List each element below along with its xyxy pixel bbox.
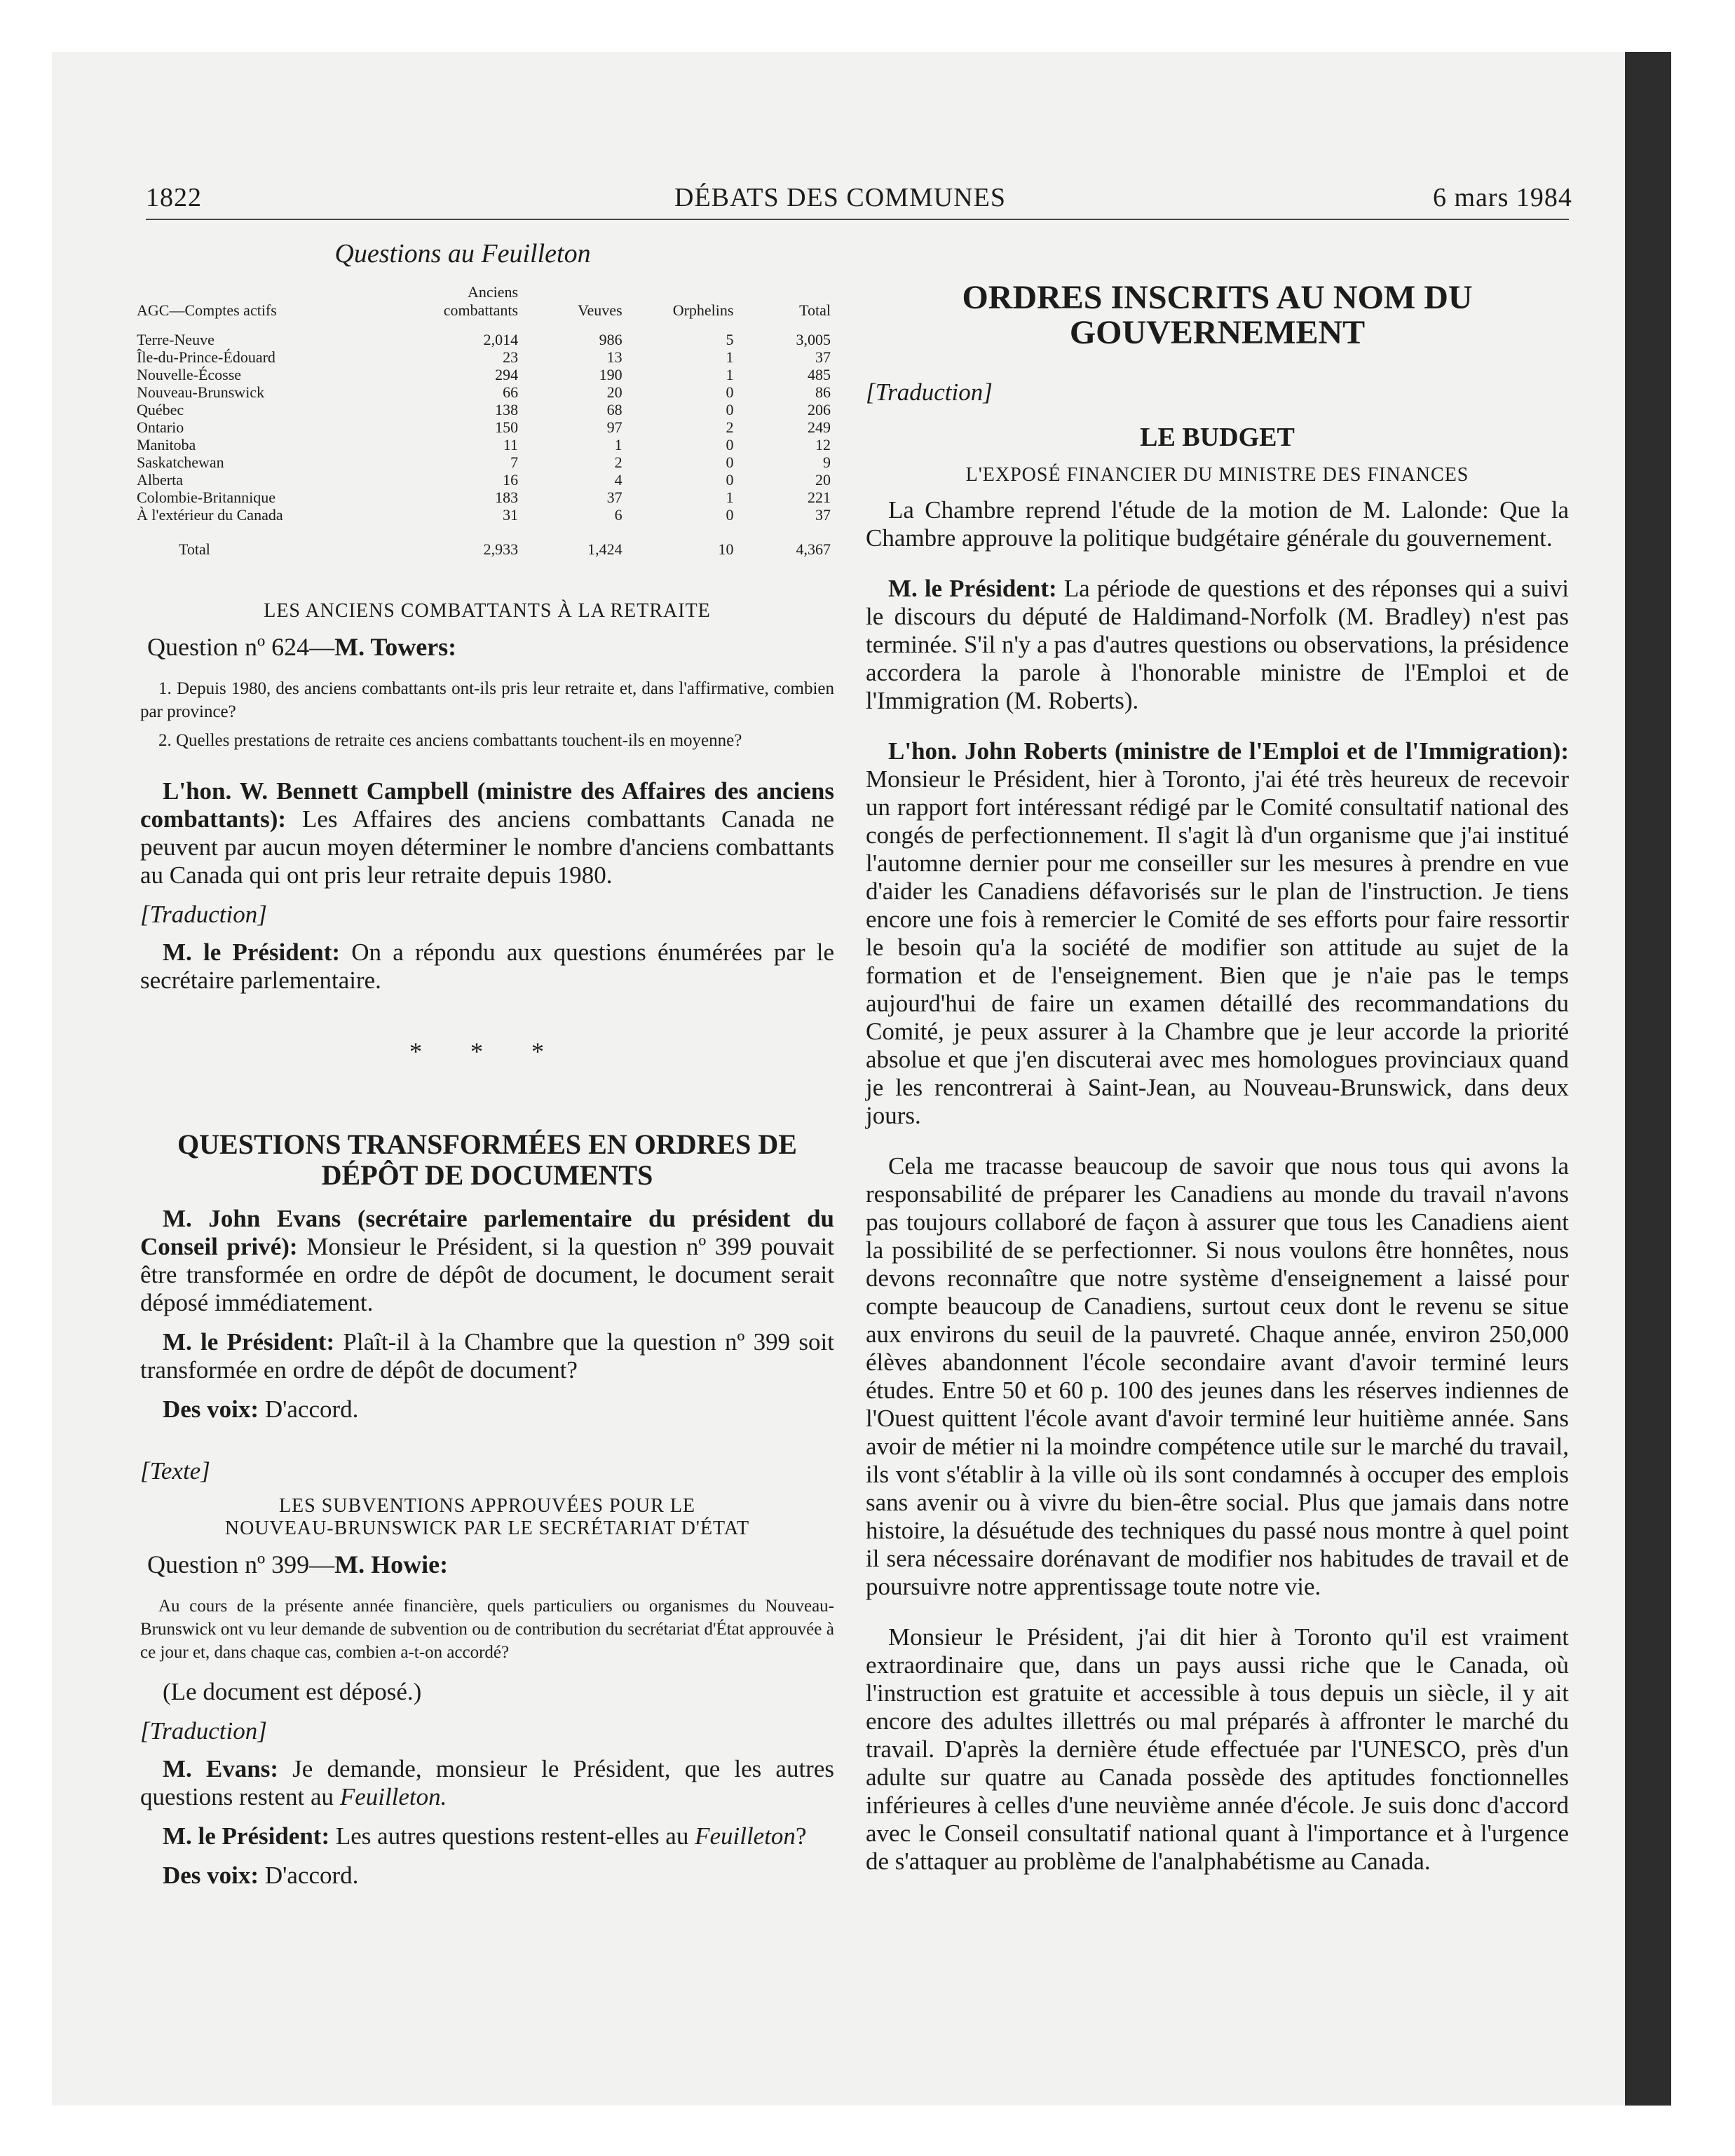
total-cell: 2,933 xyxy=(483,540,519,558)
section-heading: NOUVEAU-BRUNSWICK PAR LE SECRÉTARIAT D'ÉTAT xyxy=(224,1517,750,1539)
roberts-speech xyxy=(866,737,1569,1130)
table-cell: 0 xyxy=(726,471,734,489)
body-paragraph: Cela me tracasse beaucoup de savoir que nous tous qui avons la responsabilité de préparer les Canadiens au monde du travail n'avons pas toujours collaboré de façon à assurer que tous les Canadiens aient la possibilité de se perfectionner. Si nous voulons être honnêtes, nous devons reconnaître que notre système d'enseignement a laissé pour compte beaucoup de Canadiens, surtout ceux dont le revenu se situe aux environs du seuil de la pauvreté. Chaque année, environ 250,000 élèves abandonnent l'école secondaire avant d'avoir terminé leurs études. Entre 50 et 60 p. 100 des jeunes dans les réserves indiennes de l'Ouest quittent l'école avant d'avoir terminé leur huitième année. Sans avoir de métier ni la moindre compétence utile sur le marché du travail, ils vont s'établir à la ville où ils sont condamnés à occuper des emplois sans avenir ou à vivre du bien-être social. Plus que jamais dans notre histoire, la désuétude des techniques du passé nous montre à quel point il sera nécessaire dorénavant de modifier nos habitudes de travail et de poursuivre notre apprentissage toute notre vie. xyxy=(866,1152,1569,1600)
speaker: Des voix: xyxy=(163,1862,259,1889)
total-label: Total xyxy=(179,540,210,558)
table-cell: 1 xyxy=(614,436,622,453)
table-cell: 986 xyxy=(599,331,622,348)
speaker: M. le Président: xyxy=(163,1822,330,1850)
speaker: M. le Président: xyxy=(163,1328,335,1356)
scan-edge-shadow xyxy=(1625,52,1671,2106)
traduction-tag: [Traduction] xyxy=(140,1717,267,1745)
voices-reply xyxy=(140,1396,834,1424)
table-cell: 0 xyxy=(726,453,734,471)
row-label: Nouvelle-Écosse xyxy=(137,366,242,383)
evans-request xyxy=(140,1755,834,1811)
table-cell: 0 xyxy=(726,436,734,453)
table-cell: 31 xyxy=(503,506,519,524)
left-column xyxy=(137,231,834,1901)
table-cell: 183 xyxy=(495,489,519,506)
orders-title: ORDRES INSCRITS AU NOM DU GOUVERNEMENT xyxy=(962,279,1473,351)
president-statement xyxy=(140,939,834,995)
speech-text-italic: Feuilleton xyxy=(695,1822,796,1850)
table-cell: 1 xyxy=(726,366,734,383)
speech-text: ? xyxy=(795,1822,807,1850)
table-cell: 7 xyxy=(510,453,519,471)
speech-text-italic: Feuilleton. xyxy=(339,1783,447,1810)
question-number: Question nº 399— xyxy=(147,1550,335,1578)
speaker: Des voix: xyxy=(163,1396,259,1423)
president-statement xyxy=(140,1822,834,1850)
table-cell: 2 xyxy=(726,418,734,436)
body-paragraph: Monsieur le Président, j'ai dit hier à Toronto qu'il est vraiment extraordinaire que, dans un pays aussi riche que le Canada, où l'instruction est gratuite et accessible à tous depuis un siècle, il y ait encore des adultes illettrés ou mal préparés à affronter le marché du travail. D'après la dernière étude effectuée par l'UNESCO, près d'un adulte sur quatre au Canada possède des aptitudes fonctionnelles inférieures à celles d'une neuvième année d'école. Je suis donc d'accord avec le Conseil consultatif national quant à l'importance et à l'urgence de s'attaquer au problème de l'analphabétisme au Canada. xyxy=(866,1623,1569,1875)
question-624-line xyxy=(147,632,834,662)
section-heading: LES SUBVENTIONS APPROUVÉES POUR LE xyxy=(278,1495,696,1517)
table-cell: 190 xyxy=(599,366,622,383)
column-header: Orphelins xyxy=(672,301,734,319)
row-label: Colombie-Britannique xyxy=(137,489,275,506)
table-cell: 138 xyxy=(495,401,519,418)
table-row xyxy=(137,489,838,506)
table-cell: 97 xyxy=(606,418,622,436)
speech-text: Les Affaires des anciens combattants Canada ne peuvent par aucun moyen déterminer le nombre d'anciens combattants au Canada qui ont pris leur retraite depuis 1980. xyxy=(140,805,834,889)
table-cell: 37 xyxy=(606,489,622,506)
traduction-tag: [Traduction] xyxy=(866,378,993,406)
table-cell: 294 xyxy=(495,366,519,383)
table-cell: 37 xyxy=(815,506,831,524)
table-row xyxy=(137,401,838,418)
speech-text: D'accord. xyxy=(259,1396,359,1423)
total-cell: 1,424 xyxy=(587,540,622,558)
section-separator: * * * xyxy=(409,1037,565,1065)
table-cell: 11 xyxy=(503,436,519,453)
speech-text: D'accord. xyxy=(259,1862,359,1889)
speaker: M. Towers: xyxy=(334,633,457,661)
speech-text: On a répondu aux questions énumérées par le secrétaire parlementaire. xyxy=(140,939,834,994)
speech-text: Monsieur le Président, si la question nº 399 pouvait être transformée en ordre de dépôt de document, le document serait déposé immédiatement. xyxy=(140,1233,834,1316)
table-title: Questions au Feuilleton xyxy=(334,239,591,268)
page-number: 1822 xyxy=(146,183,202,212)
table-cell: 0 xyxy=(726,401,734,418)
table-cell: 86 xyxy=(815,383,831,401)
document-deposited: (Le document est déposé.) xyxy=(163,1678,422,1705)
section-heading: LES ANCIENS COMBATTANTS À LA RETRAITE xyxy=(264,600,711,622)
table-cell: 206 xyxy=(808,401,831,418)
table-cell: 12 xyxy=(815,436,831,453)
table-cell: 20 xyxy=(606,383,622,401)
table-row xyxy=(137,506,838,524)
table-row xyxy=(137,383,838,401)
table-cell: 16 xyxy=(503,471,519,489)
speech-text: Plaît-il à la Chambre que la question nº 399 soit transformée en ordre de dépôt de document? xyxy=(140,1328,834,1384)
row-label: Québec xyxy=(137,401,184,418)
table-row xyxy=(137,418,838,436)
veterans-table xyxy=(137,283,838,558)
speaker: L'hon. W. Bennett Campbell (ministre des Affaires des anciens combattants): xyxy=(140,777,834,833)
table-row xyxy=(137,331,838,348)
table-cell: 2,014 xyxy=(483,331,519,348)
speaker: L'hon. John Roberts (ministre de l'Emploi et de l'Immigration): xyxy=(888,737,1569,765)
table-cell: 150 xyxy=(495,418,519,436)
column-header: Total xyxy=(799,301,831,319)
speaker: M. John Evans (secrétaire parlementaire du président du Conseil privé): xyxy=(140,1205,834,1260)
president-statement xyxy=(140,1328,834,1384)
speaker: M. Howie: xyxy=(334,1550,449,1578)
table-row xyxy=(137,366,838,383)
table-cell: 20 xyxy=(815,471,831,489)
texte-tag: [Texte] xyxy=(140,1457,210,1485)
table-cell: 1 xyxy=(726,348,734,366)
table-row xyxy=(137,436,838,453)
table-cell: 221 xyxy=(808,489,831,506)
table-cell: 4 xyxy=(614,471,622,489)
section-title: QUESTIONS TRANSFORMÉES EN ORDRES DE DÉPÔT DE DOCUMENTS xyxy=(177,1128,797,1191)
column-header: AGC—Comptes actifs xyxy=(137,301,277,319)
table-header-row xyxy=(137,283,838,331)
table-cell: 0 xyxy=(726,506,734,524)
table-cell: 3,005 xyxy=(796,331,831,348)
table-cell: 5 xyxy=(726,331,734,348)
evans-statement xyxy=(140,1205,834,1317)
row-label: Saskatchewan xyxy=(137,453,224,471)
table-cell: 1 xyxy=(726,489,734,506)
table-cell: 68 xyxy=(606,401,622,418)
question-number: Question nº 624— xyxy=(147,633,335,661)
table-cell: 2 xyxy=(614,453,622,471)
speaker: M. le Président: xyxy=(888,575,1057,602)
row-label: Alberta xyxy=(137,471,183,489)
speaker: M. Evans: xyxy=(163,1755,279,1782)
table-cell: 485 xyxy=(808,366,831,383)
expose-heading: L'EXPOSÉ FINANCIER DU MINISTRE DES FINANCES xyxy=(965,464,1469,486)
row-label: Île-du-Prince-Édouard xyxy=(137,348,275,366)
voices-reply xyxy=(140,1862,834,1890)
row-label: Nouveau-Brunswick xyxy=(137,383,265,401)
column-header: Veuves xyxy=(578,301,622,319)
table-cell: 13 xyxy=(606,348,622,366)
table-cell: 6 xyxy=(614,506,622,524)
table-row xyxy=(137,348,838,366)
question-item: 2. Quelles prestations de retraite ces anciens combattants touchent-ils en moyenne? xyxy=(158,731,742,750)
table-cell: 9 xyxy=(823,453,831,471)
row-label: Manitoba xyxy=(137,436,196,453)
header-rule xyxy=(146,219,1569,220)
question-item: Au cours de la présente année financière, quels particuliers ou organismes du Nouveau-Brunswick ont vu leur demande de subvention ou de contribution du secrétariat d'État approuvée à ce jour et, dans chaque cas, combien a-t-on accordé? xyxy=(140,1597,834,1662)
table-row xyxy=(137,471,838,489)
question-item: 1. Depuis 1980, des anciens combattants ont-ils pris leur retraite et, dans l'affirmative, combien par province? xyxy=(140,679,834,721)
table-row xyxy=(137,453,838,471)
row-label: Terre-Neuve xyxy=(137,331,215,348)
intro-paragraph: La Chambre reprend l'étude de la motion de M. Lalonde: Que la Chambre approuve la politique budgétaire générale du gouvernement. xyxy=(866,496,1569,552)
page-header-title: DÉBATS DES COMMUNES xyxy=(674,183,1006,212)
speech-text: La période de questions et des réponses qui a suivi le discours du député de Haldimand-Norfolk (M. Bradley) n'est pas terminée. S'il n'y a pas d'autres questions ou observations, la présidence accordera la parole à l'honorable ministre de l'Emploi et de l'Immigration (M. Roberts). xyxy=(866,575,1569,714)
table-cell: 23 xyxy=(503,348,519,366)
speech-text: Monsieur le Président, hier à Toronto, j'ai été très heureux de recevoir un rapport fort intéressant rédigé par le Comité consultatif national des congés de perfectionnement. Il s'agit là d'un organisme que j'ai institué l'automne dernier pour me conseiller sur les mesures à prendre en vue d'aider les Canadiens défavorisés sur le plan de l'instruction. Je tiens encore une fois à remercier le Comité de ses efforts pour faire ressortir le besoin qu'a la société de modifier son attitude au sujet de la formation et de l'enseignement. Bien que je n'aie pas le temps aujourd'hui de faire un examen détaillé des recommandations du Comité, je peux assurer à la Chambre que je leur accorde la priorité absolue et que j'en discuterai avec mes homologues provinciaux quand je les rencontrerai à Saint-Jean, au Nouveau-Brunswick, dans deux jours. xyxy=(866,765,1569,1129)
row-label: À l'extérieur du Canada xyxy=(137,506,283,524)
speaker: M. le Président: xyxy=(163,939,341,966)
question-399-line xyxy=(147,1550,834,1579)
table-total-row xyxy=(137,524,838,558)
right-column xyxy=(866,231,1569,1887)
table-cell: 66 xyxy=(503,383,519,401)
total-cell: 10 xyxy=(718,540,734,558)
president-statement xyxy=(866,575,1569,715)
table-cell: 249 xyxy=(808,418,831,436)
budget-title: LE BUDGET xyxy=(1140,423,1295,452)
page-date: 6 mars 1984 xyxy=(1433,183,1572,212)
total-cell: 4,367 xyxy=(796,540,831,558)
traduction-tag: [Traduction] xyxy=(140,901,267,928)
row-label: Ontario xyxy=(137,418,184,436)
table-cell: 37 xyxy=(815,348,831,366)
table-cell: 0 xyxy=(726,383,734,401)
column-header: Anciens combattants xyxy=(443,283,519,319)
campbell-answer xyxy=(140,777,834,889)
speech-text: Les autres questions restent-elles au xyxy=(329,1822,695,1850)
speech-text: Je demande, monsieur le Président, que les autres questions restent au xyxy=(140,1755,834,1810)
